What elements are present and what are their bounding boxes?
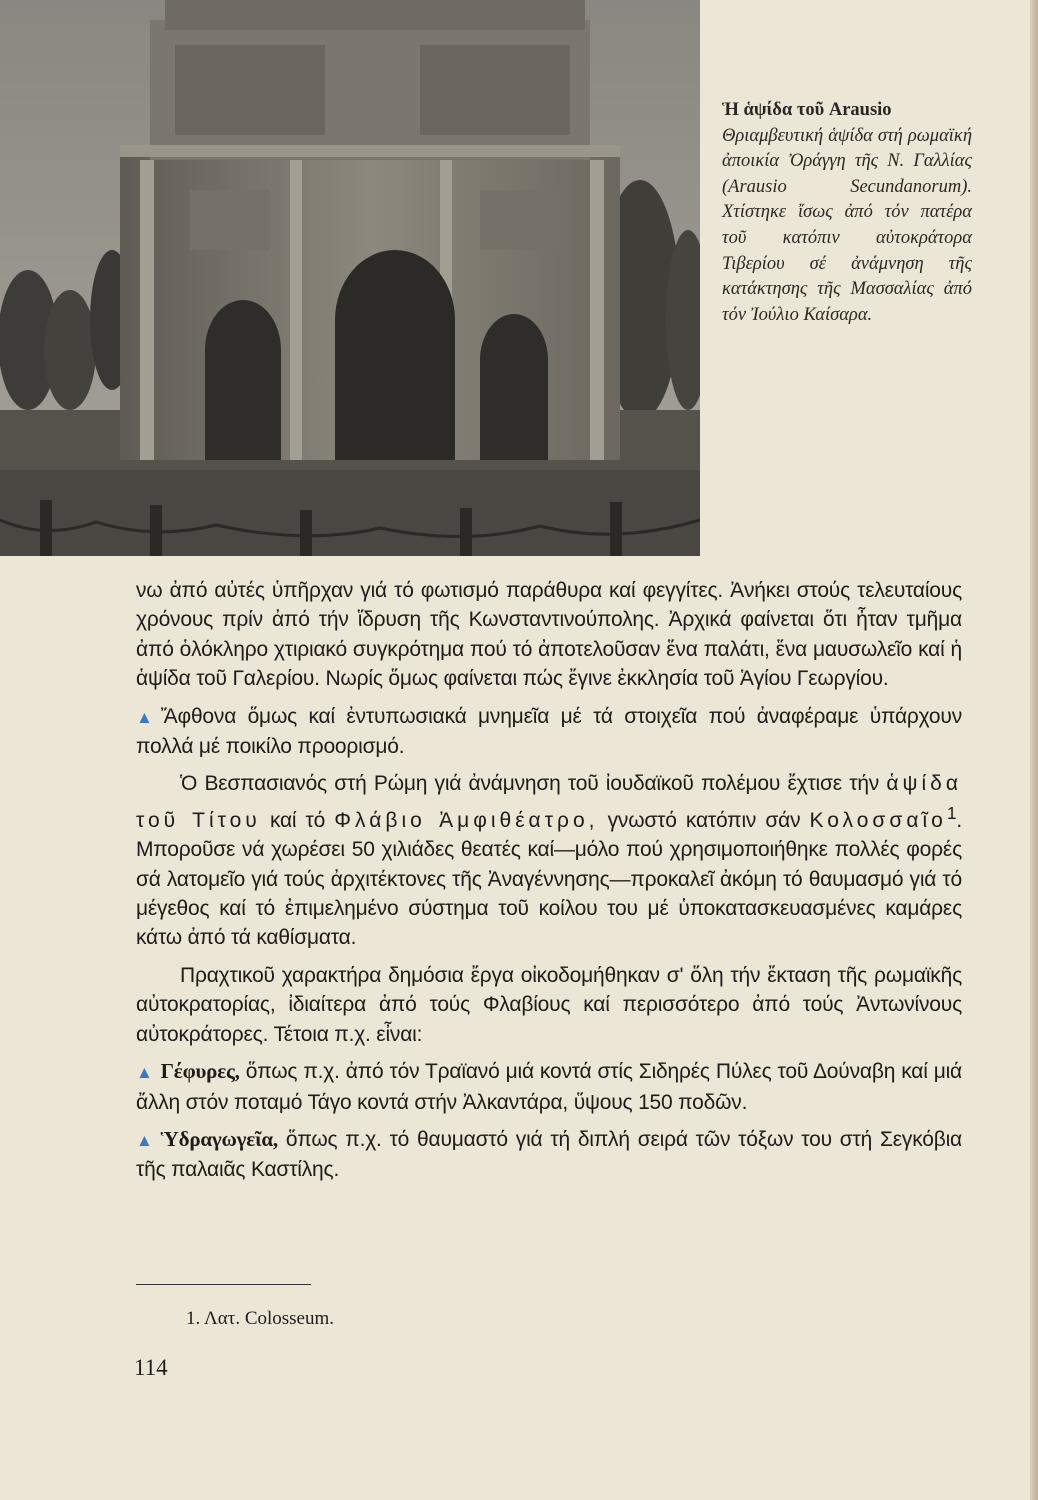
colosseum-term: Κολοσσαῖο <box>809 808 947 832</box>
paragraph-bridges <box>136 1057 962 1117</box>
bridges-term: Γέφυρες, <box>160 1059 240 1084</box>
caption-text: Θριαμβευτική ἁψίδα στή ρωμαϊκή ἀποικία Ὀράγγη τῆς Ν. Γαλλίας (Arausio Secundanorum). Χτίστηκε ἴσως ἀπό τόν πατέρα τοῦ κατόπιν αὐτοκράτορα Τιβερίου σέ ἀνάμνηση τῆς κατάκτησης τῆς Μασσαλίας ἀπό τόν Ἰούλιο Καίσαρα. <box>722 125 972 325</box>
paragraph-3-a: Ὁ Βεσπασιανός στή Ρώμη γιά ἀνάμνηση τοῦ ἰουδαϊκοῦ πολέμου ἔχτισε τήν <box>180 772 880 796</box>
paragraph-4: Πραχτικοῦ χαρακτήρα δημόσια ἔργα οἰκοδομήθηκαν σ' ὅλη τήν ἔκταση τῆς ρωμαϊκῆς αὐτοκρατορίας, ἰδιαίτερα ἀπό τούς Φλαβίους καί περισσότερο ἀπό τούς Ἀντωνίνους αὐτοκράτορες. Τέτοια π.χ. εἶναι: <box>136 963 962 1046</box>
footnote-rule <box>136 1284 311 1285</box>
footnote-ref: 1 <box>946 802 957 823</box>
caption-title: Ἡ ἁψίδα τοῦ Arausio <box>722 100 892 120</box>
triangle-bullet-icon: ▲ <box>136 1063 153 1083</box>
paragraph-1: νω ἀπό αὐτές ὑπῆρχαν γιά τό φωτισμό παράθυρα καί φεγγίτες. Ἀνήκει στούς τελευταίους χρόνους πρίν ἀπό τήν ἵδρυση τῆς Κωνσταντινούπολης. Ἀρχικά φαίνεται ὅτι ἦταν τμῆμα ἀπό ὁλόκληρο χτιριακό συγκρότημα πού τό ἀποτελοῦσαν ἕνα παλάτι, ἕνα μαυσωλεῖο καί ἡ ἁψίδα τοῦ Γαλερίου. Νωρίς ὅμως φαίνεται πώς ἔγινε ἐκκλησία τοῦ Ἁγίου Γεωργίου. <box>136 579 962 691</box>
paragraph-2 <box>136 702 962 762</box>
arch-photo <box>0 0 700 556</box>
paragraph-3-b: καί τό <box>269 808 326 832</box>
bridges-text: ὅπως π.χ. ἀπό τόν Τραϊανό μιά κοντά στίς Σιδηρές Πύλες τοῦ Δούναβη καί μιά ἄλλη στόν ποταμό Τάγο κοντά στήν Ἀλκαντάρα, ὕψους 150 ποδῶν. <box>136 1060 962 1114</box>
aqueducts-text: ὅπως π.χ. τό θαυμαστό γιά τή διπλή σειρά τῶν τόξων του στή Σεγκόβια τῆς παλαιᾶς Καστίλης. <box>136 1127 962 1182</box>
footnote: 1. Λατ. Colosseum. <box>186 1308 335 1329</box>
flavian-amphitheatre-term: Φλάβιο Ἀμφιθέατρο, <box>334 808 599 832</box>
triangle-bullet-icon: ▲ <box>136 707 153 727</box>
arch-of-orange-image <box>0 0 700 556</box>
paragraph-2-text: Ἄφθονα ὅμως καί ἐντυπωσιακά μνημεῖα μέ τά στοιχεῖα πού ἀναφέραμε ὑπάρχουν πολλά μέ ποικίλο προορισμό. <box>136 704 962 759</box>
arch-of-titus-term: ἁψίδα τοῦ Τίτου <box>136 772 963 832</box>
paragraph-3-c: γνωστό κατόπιν σάν <box>607 808 801 832</box>
paragraph-aqueducts <box>136 1125 962 1185</box>
main-text <box>136 576 962 1185</box>
aqueducts-term: Ὑδραγωγεῖα, <box>160 1126 278 1151</box>
photo-caption <box>722 98 972 328</box>
triangle-bullet-icon: ▲ <box>136 1130 153 1150</box>
paragraph-3 <box>136 769 962 952</box>
page-edge <box>1030 0 1038 1500</box>
page-number: 114 <box>134 1355 168 1380</box>
paragraph-3-d: . Μποροῦσε νά χωρέσει 50 χιλιάδες θεατές καί—μόλο πού χρησιμοποιήθηκε πολλές φορές σά λατομεῖο γιά τούς ἀρχιτέκτονες τῆς Ἀναγέννησης—προκαλεῖ ἀκόμη τό θαυμασμό γιά τό μέγεθος καί τό ἐπιμελημένο σύστημα τοῦ κοίλου του μέ ὑποκατασκευασμένες καμάρες κάτω ἀπό τά καθίσματα. <box>136 808 963 950</box>
